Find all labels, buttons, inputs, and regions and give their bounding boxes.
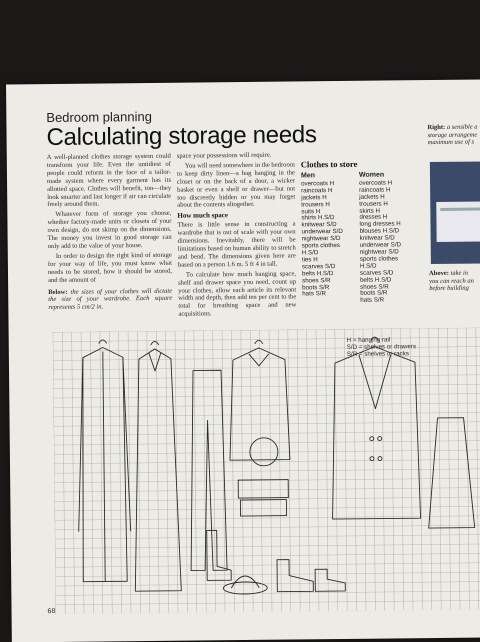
clothes-list-item: jackets H [359,193,385,201]
clothes-list-item: scarves S/D [301,262,336,271]
paragraph: Whatever form of storage you choose, whether factory-made units or closets of your own design, do not skimp on the dimensions. The money you invest in good storage can only add to the value of your house. [47,210,172,251]
clothes-list-item: knitwear S/D [359,234,395,242]
above-caption-lead: Above: [428,269,449,278]
clothes-list-item: scarves S/D [359,269,394,277]
clothes-list-item: boots S/R [360,289,388,298]
paragraph: space your possessions will require. [176,151,272,160]
clothes-list-item: trousers H [301,200,330,209]
clothes-list-item: long dresses H [359,220,401,229]
clothes-list-item: skirts H [359,207,381,215]
above-caption-line: take in [450,269,469,277]
page-number: 68 [47,607,56,616]
clothes-list-item: shoes S/R [302,276,331,284]
clothes-list-item: shirts H.S/D [301,214,335,222]
clothes-list-item: ties H [301,256,318,264]
grid-drawing [53,328,480,614]
paragraph: A well-planned clothes storage system could transform your life. Even the untidiest of people could reform in the face of a tailor-made system where every garment has its allotted space. Clothes will benefit, too—they look smarter and last longer if air can circulate freely around them. [46,152,172,209]
book-page [6,80,480,642]
clothes-list-item: overcoats H [301,179,335,188]
clothes-list-item: raincoats H [301,186,333,195]
paragraph: In order to design the right kind of storage for your way of life, you must know what needs to be stored, how it should be stored, and the amount of [47,251,173,284]
hanging-rail [440,208,480,211]
clothes-list-item: belts H.S/D [301,269,334,278]
clothes-list-item: nightwear S/D [359,248,399,256]
above-caption-line: you can reach an [429,277,474,285]
right-caption-line: maximum use of s [427,138,475,147]
right-caption-line: storage arrangeme [427,131,478,139]
clothes-list-item: sports clothes [359,255,399,263]
clothes-list-item: overcoats H [359,179,393,187]
caption-text: the sizes of your clothes will dictate the size of your wardrobe. Each square represents 5 cm/2 in. [48,287,173,312]
clothes-list-title: Clothes to store [300,158,358,170]
women-heading: Women [358,171,385,179]
paragraph: To calculate how much hanging space, shelf and drawer space you need, count up your clothes, allow each article its relevant width and depth, then add ten per cent to the total for breathing space and new acquisitions. [178,270,297,318]
page-title: Calculating storage needs [46,121,317,152]
right-caption-line: a sensible a [446,123,478,131]
right-caption-lead: Right: [427,123,446,132]
clothes-list-item: hats S/R [302,290,326,298]
clothes-list-item: raincoats H [359,186,391,194]
clothes-list-item: suits H [301,207,321,215]
clothes-list-item: blouses H.S/D [359,227,400,236]
clothes-list-item: jackets H [301,193,327,202]
section-kicker: Bedroom planning [46,108,152,126]
above-caption [429,269,480,292]
clothes-list-item: H.S/D [359,262,377,270]
right-caption [427,123,480,146]
wardrobe-photo [430,161,480,264]
clothes-list-item: dresses H [359,213,388,222]
body-column-2 [177,151,297,320]
clothes-list-item: H.S/D [301,249,319,257]
clothes-list-item: knitwear S/D [301,221,337,229]
women-clothes-list [359,172,402,305]
figure-caption [48,287,172,312]
men-heading: Men [300,172,316,180]
clothes-grid-illustration [53,328,480,614]
clothes-list-item: hats S/R [360,296,385,305]
clothes-list-item: boots S/R [302,283,330,291]
caption-lead: Below: [48,288,68,296]
paragraph: There is little sense in constructing a wardrobe that is out of scale with your own dimensions. Inevitably, there will be limitations based on human ability to stretch and bend. The dimensions given here are based on a person 1.6 m. 5 ft 4 in tall. [177,220,296,269]
paragraph: You will need somewhere in the bedroom to keep dirty linen—a bag hanging in the closet or on the back of a door, a wicker basket or even a shelf or drawer—but not too discreetly hidden or you may forget about the contents altogether. [176,161,296,210]
grid-squares [53,328,480,614]
clothes-list-item: belts H.S/D [360,276,392,284]
clothes-list-item: sports clothes [301,242,340,250]
clothes-list-item: trousers H [359,200,388,208]
clothes-list-item: shoes S/R [360,282,389,291]
clothes-list-item: nightwear S/D [301,235,341,243]
above-caption-line: before building [429,284,469,293]
men-clothes-list [301,173,344,299]
clothes-list-item: underwear S/D [359,241,402,249]
clothes-list-item: underwear S/D [301,228,343,236]
body-column-1 [47,153,173,315]
subheading: How much space [177,211,229,221]
